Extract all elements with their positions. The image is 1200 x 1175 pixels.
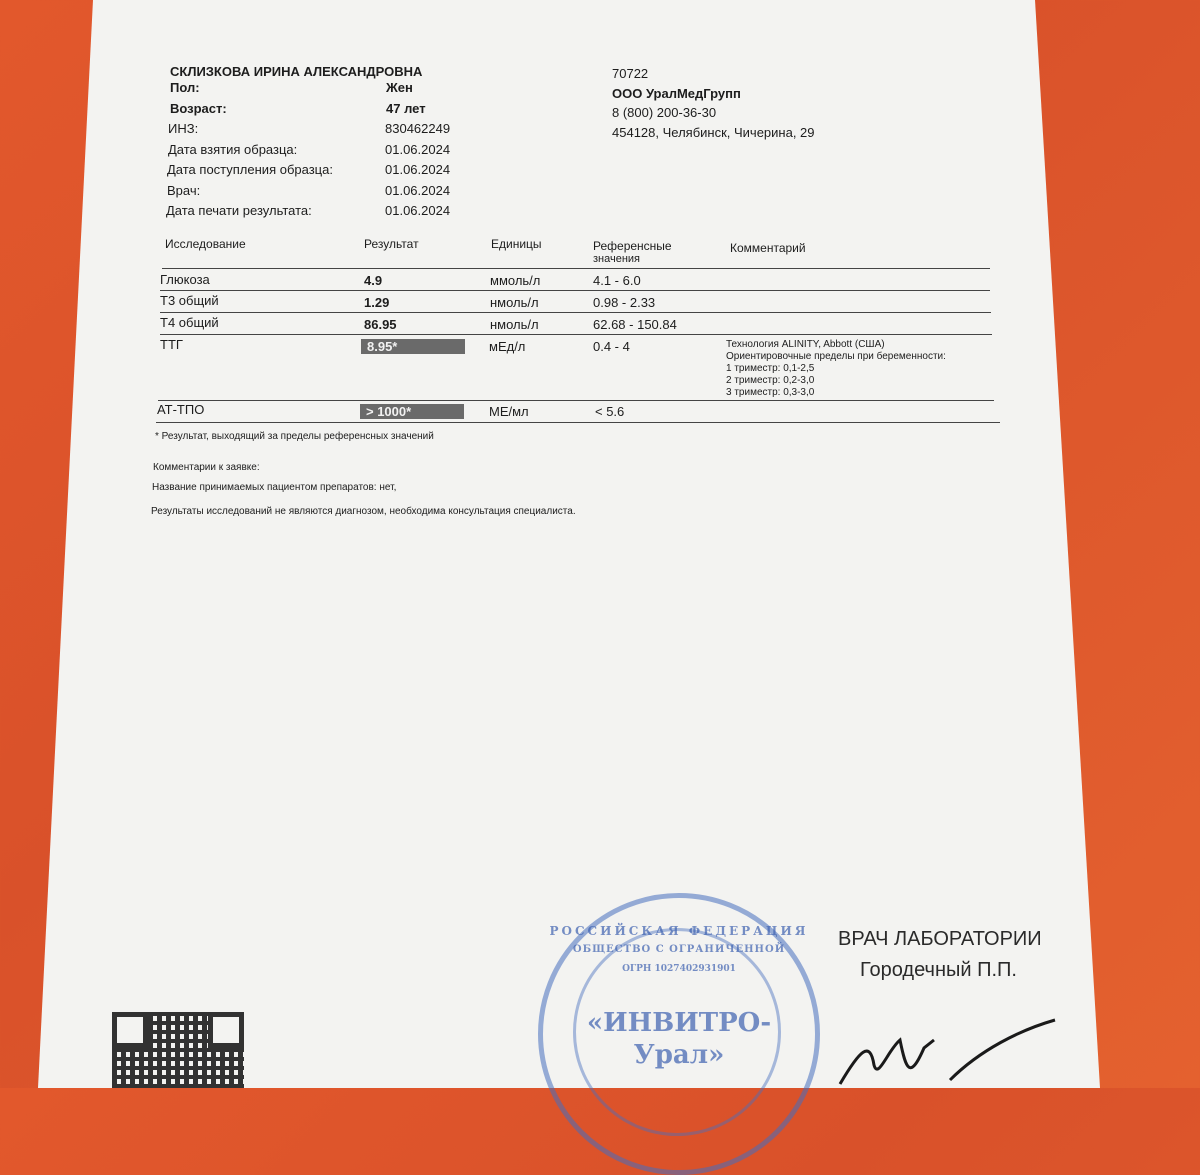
row-result-flagged: 8.95* (361, 339, 465, 354)
row-result: 4.9 (364, 273, 383, 288)
inz-value: 830462249 (385, 121, 451, 136)
row-comment-line: 3 триместр: 0,3-3,0 (726, 387, 815, 398)
header-ref-1: Референсные (593, 239, 672, 253)
lab-phone: 8 (800) 200-36-30 (612, 105, 717, 120)
header-comment: Комментарий (730, 241, 806, 255)
header-test: Исследование (165, 237, 246, 251)
comments-text: Название принимаемых пациентом препаратов: нет, (152, 482, 397, 493)
row-test: Глюкоза (160, 272, 210, 287)
row-units: нмоль/л (490, 295, 539, 310)
signature-name: Городечный П.П. (860, 959, 1017, 981)
doctor-value: 01.06.2024 (385, 183, 451, 198)
row-ref: 0.98 - 2.33 (593, 295, 656, 310)
row-result: 86.95 (364, 317, 397, 332)
row-test: Т4 общий (160, 315, 219, 330)
header-ref-2: значения (593, 253, 641, 265)
table-divider (156, 422, 1000, 423)
row-ref: 62.68 - 150.84 (593, 317, 677, 332)
age-label: Возраст: (170, 101, 227, 116)
table-divider (160, 312, 991, 313)
sample-taken-label: Дата взятия образца: (168, 142, 298, 157)
sample-received-value: 01.06.2024 (385, 162, 451, 177)
row-ref: 0.4 - 4 (593, 339, 630, 354)
row-comment-line: 2 триместр: 0,2-3,0 (726, 375, 815, 386)
header-result: Результат (364, 237, 419, 251)
stamp-org-line1: «ИНВИТРО- (586, 1008, 772, 1038)
table-divider (160, 290, 990, 291)
patient-name: СКЛИЗКОВА ИРИНА АЛЕКСАНДРОВНА (170, 64, 423, 79)
row-result: 1.29 (364, 295, 390, 310)
stamp-ogrn: ОГРН 1027402931901 (622, 964, 736, 974)
row-comment-line: Технология ALINITY, Abbott (США) (726, 339, 885, 350)
row-test: АТ-ТПО (157, 402, 205, 417)
row-comment-line: 1 триместр: 0,1-2,5 (726, 363, 815, 374)
comments-title: Комментарии к заявке: (153, 462, 260, 473)
row-units: нмоль/л (490, 317, 539, 332)
row-comment-line: Ориентировочные пределы при беременности: (726, 351, 946, 362)
row-ref: < 5.6 (595, 404, 625, 419)
inz-label: ИНЗ: (168, 121, 199, 136)
lab-name: ООО УралМедГрупп (612, 86, 741, 101)
table-divider (160, 334, 992, 335)
signature-scribble (830, 1010, 1060, 1088)
row-units: мЕд/л (489, 339, 526, 354)
row-test: Т3 общий (160, 293, 219, 308)
row-result-flagged: > 1000* (360, 404, 464, 419)
stamp-top-text: РОССИЙСКАЯ ФЕДЕРАЦИЯ (549, 924, 809, 938)
lab-address: 454128, Челябинск, Чичерина, 29 (612, 125, 815, 140)
sex-value: Жен (386, 80, 413, 95)
row-units: МЕ/мл (489, 404, 529, 419)
footnote: * Результат, выходящий за пределы референсных значений (155, 431, 434, 442)
row-test: ТТГ (160, 337, 183, 352)
signature-title: ВРАЧ ЛАБОРАТОРИИ (838, 928, 1042, 950)
age-value: 47 лет (386, 101, 426, 116)
qr-code (112, 1012, 244, 1088)
table-divider (158, 400, 994, 401)
stamp-org-line2: Урал» (633, 1040, 725, 1070)
printed-value: 01.06.2024 (385, 203, 451, 218)
disclaimer: Результаты исследований не являются диагнозом, необходима консультация специалиста. (151, 506, 576, 517)
sample-taken-value: 01.06.2024 (385, 142, 451, 157)
row-ref: 4.1 - 6.0 (593, 273, 641, 288)
invitro-stamp (538, 893, 820, 1175)
row-units: ммоль/л (490, 273, 541, 288)
sample-received-label: Дата поступления образца: (167, 162, 333, 177)
table-divider (162, 268, 990, 269)
stamp-middle-text: ОБЩЕСТВО С ОГРАНИЧЕННОЙ (572, 944, 786, 955)
doctor-label: Врач: (167, 183, 201, 198)
header-units: Единицы (491, 237, 542, 251)
printed-label: Дата печати результата: (166, 203, 312, 218)
lab-code: 70722 (612, 66, 649, 81)
sex-label: Пол: (170, 80, 200, 95)
